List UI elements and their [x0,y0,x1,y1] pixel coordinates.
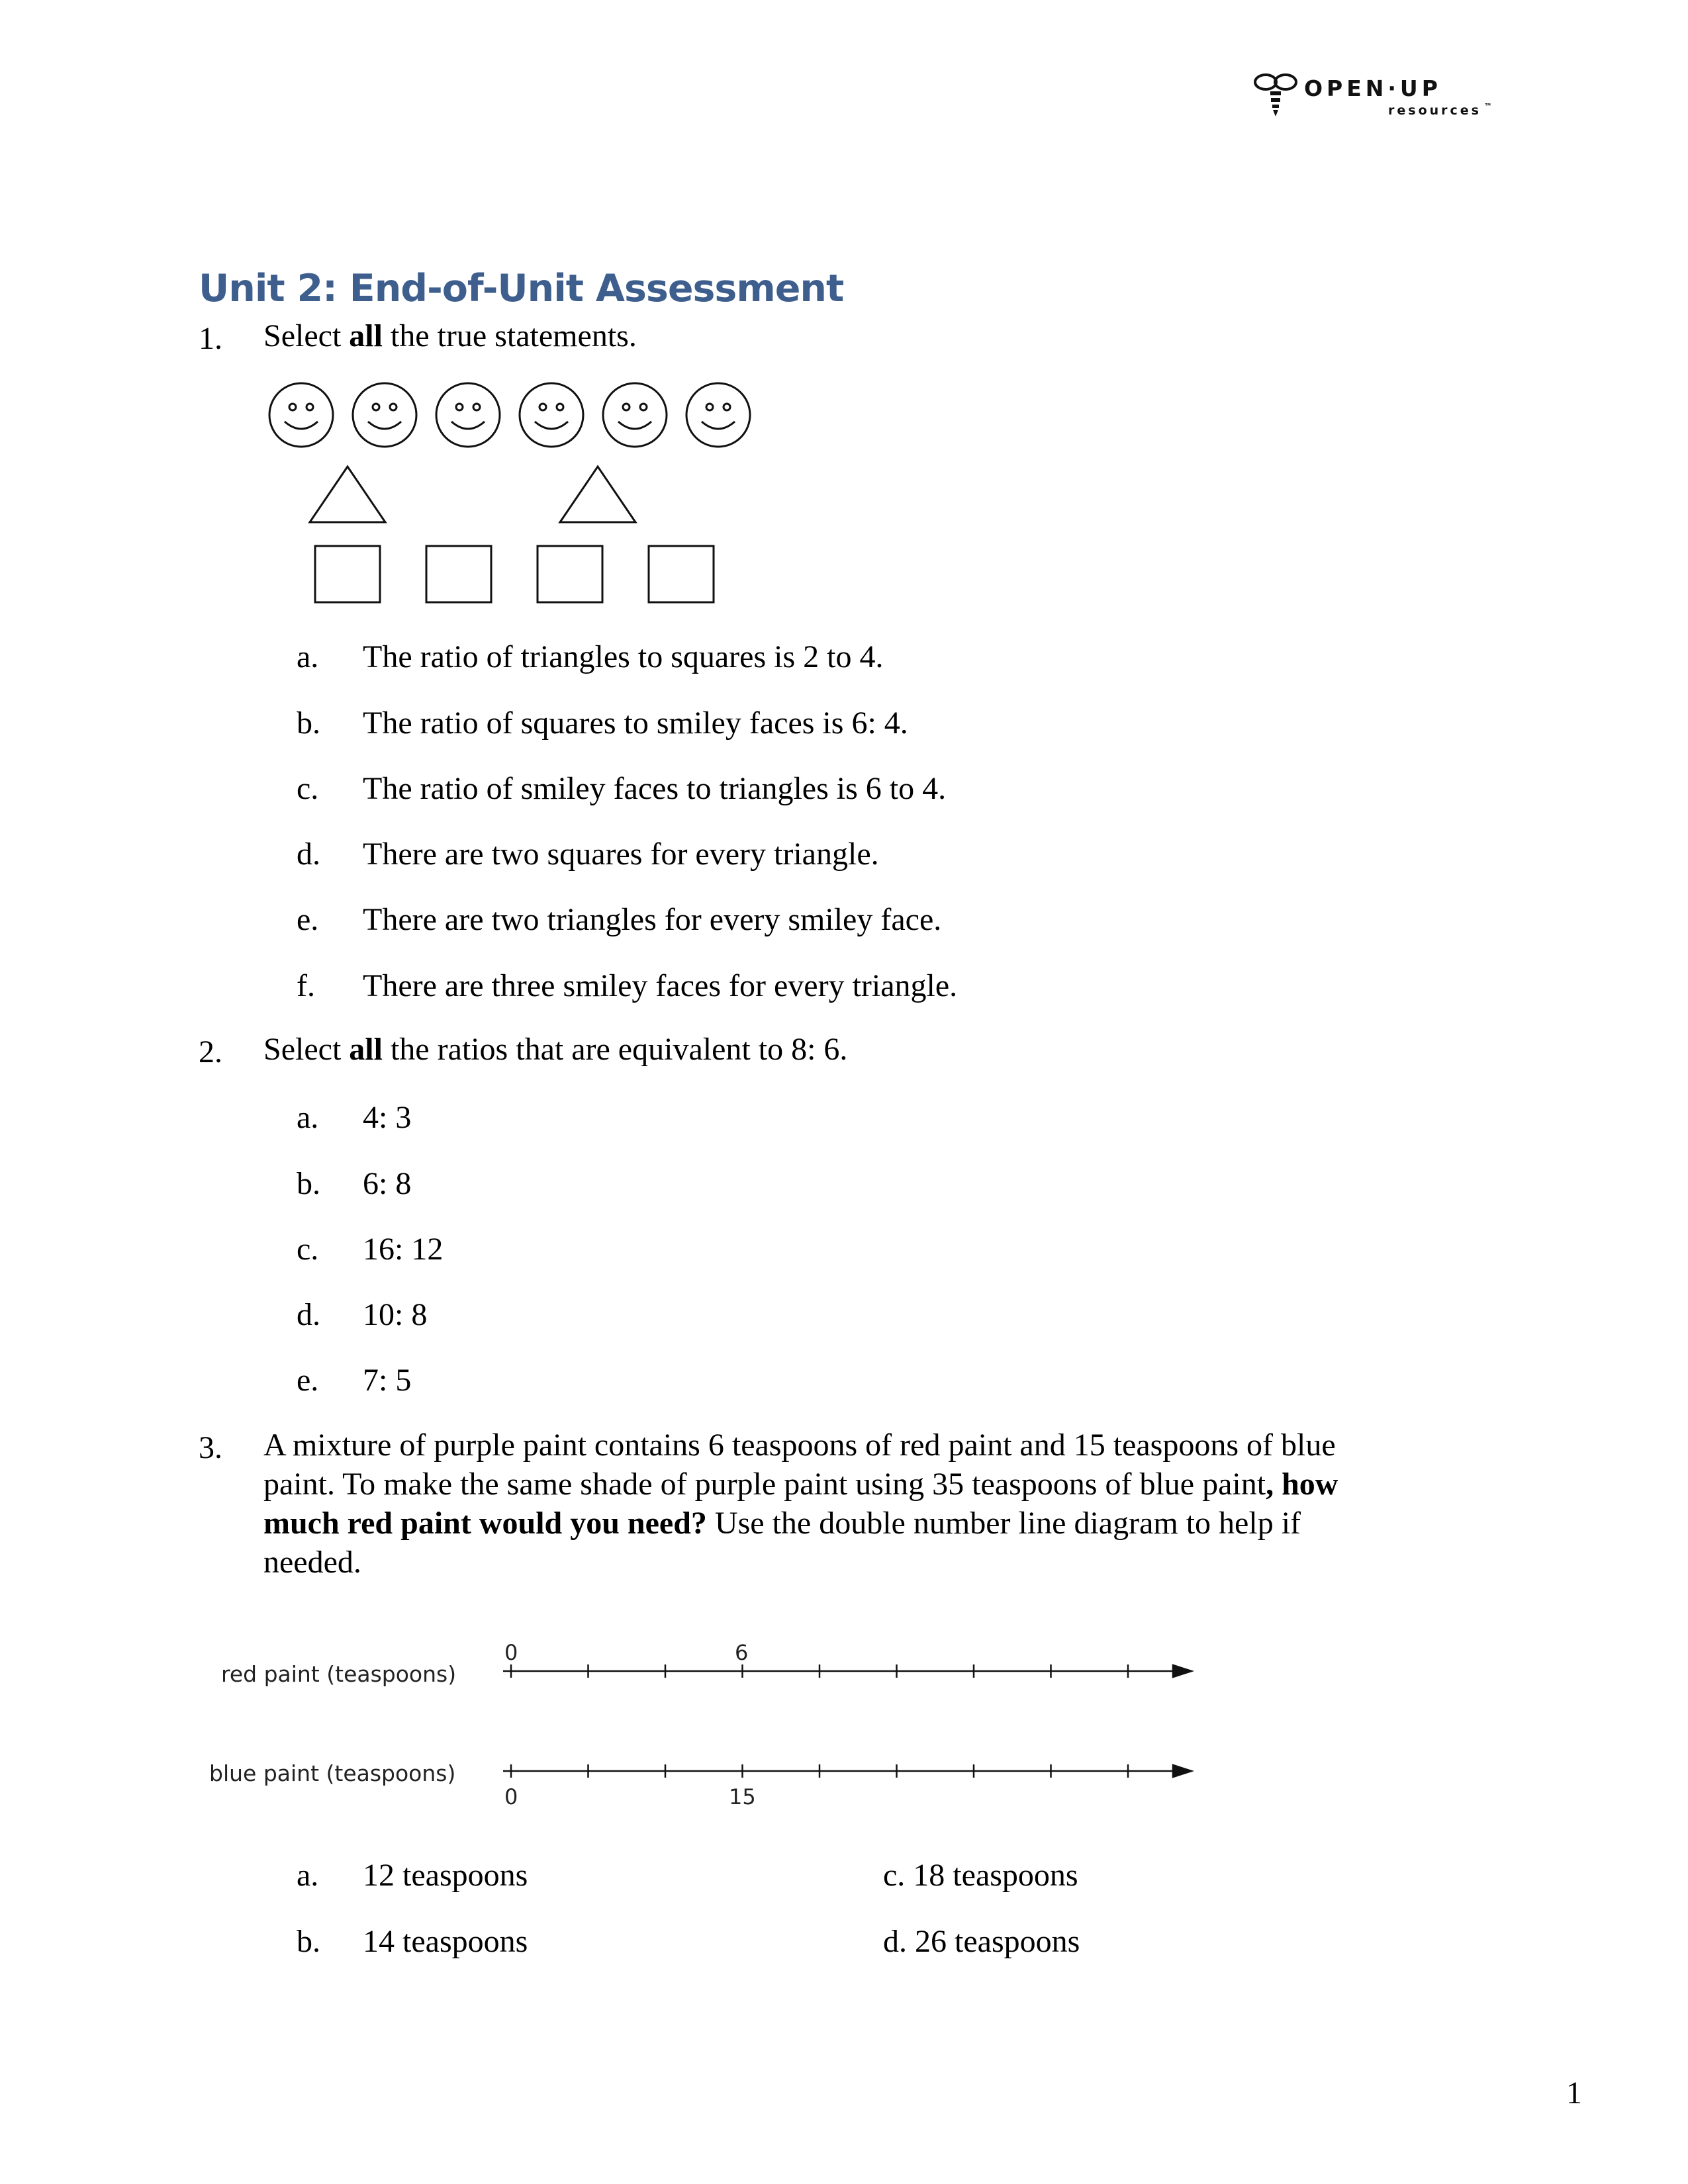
option-text[interactable]: The ratio of squares to smiley faces is 6: 4. [363,705,908,741]
option-text[interactable]: There are three smiley faces for every triangle. [363,968,958,1003]
double-number-line [490,1641,1205,1794]
red-paint-arrowhead [1173,1665,1192,1677]
logo-trademark: ™ [1484,102,1492,111]
question-2-prompt: Select all the ratios that are equivalent to 8: 6. [263,1032,848,1067]
option-text[interactable]: The ratio of triangles to squares is 2 to 4. [363,639,884,674]
option-text[interactable]: 6: 8 [363,1166,412,1201]
option-text[interactable]: 7: 5 [363,1363,412,1398]
page-number: 1 [1566,2075,1582,2111]
square-icon [426,546,491,602]
red-tick-label: 6 [735,1640,749,1665]
bee-icon [1252,69,1299,120]
smiley-face-icon [686,383,750,447]
red-paint-axis-label: red paint (teaspoons) [221,1661,457,1687]
option-letter[interactable]: a. [297,1858,319,1893]
option-text[interactable]: 12 teaspoons [363,1858,528,1893]
question-1-prompt: Select all the true statements. [263,318,637,353]
square-icon [315,546,380,602]
option-letter[interactable]: e. [297,902,319,937]
option-text[interactable]: There are two squares for every triangle. [363,837,879,872]
option-letter[interactable]: d. [297,837,320,872]
triangle-icon [310,467,385,522]
option-letter[interactable]: b. [297,1924,320,1959]
page-title: Unit 2: End-of-Unit Assessment [199,267,844,310]
smiley-face-icon [269,383,333,447]
option-text[interactable]: c. 18 teaspoons [883,1858,1078,1893]
option-text[interactable]: 4: 3 [363,1100,412,1135]
question-2-number: 2. [199,1034,222,1069]
red-tick-label: 0 [504,1640,518,1665]
smiley-face-icon [603,383,667,447]
question-1-number: 1. [199,321,222,356]
square-icon [538,546,602,602]
option-text[interactable]: The ratio of smiley faces to triangles is 6 to 4. [363,771,947,806]
logo-wordmark: OPEN·UP [1304,75,1442,101]
blue-tick-label: 0 [504,1784,518,1809]
option-letter[interactable]: b. [297,705,320,741]
smiley-face-icon [353,383,416,447]
option-letter[interactable]: b. [297,1166,320,1201]
option-text[interactable]: 16: 12 [363,1232,444,1267]
option-letter[interactable]: c. [297,1232,319,1267]
question-3-number: 3. [199,1430,222,1465]
option-letter[interactable]: e. [297,1363,319,1398]
option-letter[interactable]: d. [297,1297,320,1332]
blue-paint-axis-label: blue paint (teaspoons) [209,1760,456,1786]
option-letter[interactable]: a. [297,639,319,674]
triangle-icon [560,467,635,522]
option-text[interactable]: 14 teaspoons [363,1924,528,1959]
option-text[interactable]: There are two triangles for every smiley face. [363,902,942,937]
blue-tick-label: 15 [729,1784,756,1809]
option-letter[interactable]: f. [297,968,315,1003]
option-text[interactable]: 10: 8 [363,1297,428,1332]
blue-paint-arrowhead [1173,1765,1192,1777]
shapes-figure [261,381,765,609]
option-text[interactable]: d. 26 teaspoons [883,1924,1080,1959]
option-letter[interactable]: a. [297,1100,319,1135]
square-icon [649,546,714,602]
logo-subtitle: resources [1388,103,1481,118]
option-letter[interactable]: c. [297,771,319,806]
smiley-face-icon [520,383,583,447]
question-3-prompt: A mixture of purple paint contains 6 teaspoons of red paint and 15 teaspoons of blue paint. To make the same shade of purple paint using 35 teaspoons of blue paint, how much red paint would you need? Use the double number line diagram to help if needed. [263,1428,1338,1580]
smiley-face-icon [436,383,500,447]
